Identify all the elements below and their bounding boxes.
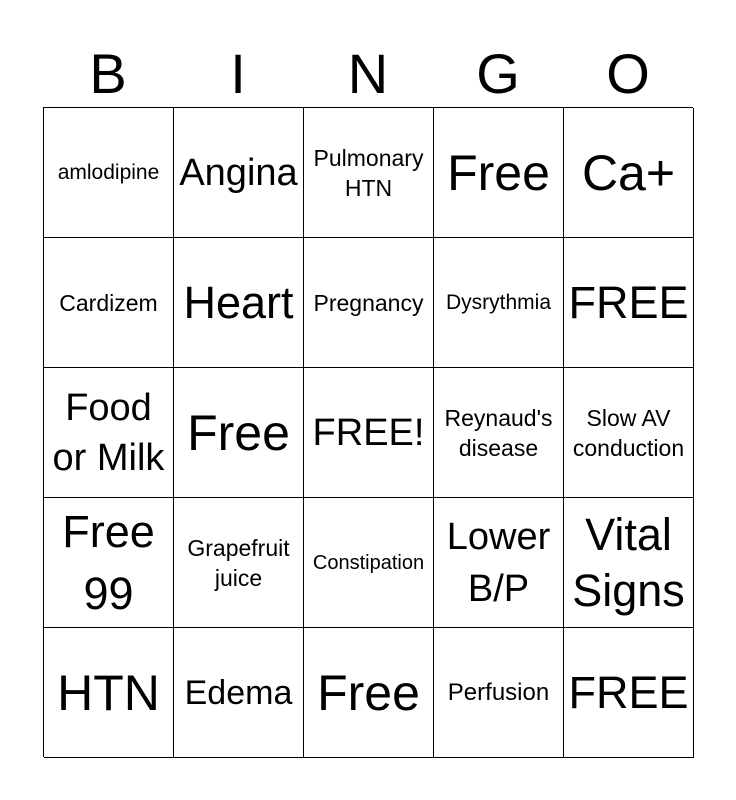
- bingo-grid: [43, 107, 693, 757]
- cell-text: Edema: [184, 673, 293, 712]
- cell-text: Free: [447, 144, 550, 201]
- bingo-cell[interactable]: [434, 498, 564, 628]
- cell-text: Food or Milk: [52, 386, 165, 479]
- bingo-cell[interactable]: [174, 238, 304, 368]
- cell-text: Angina: [179, 151, 298, 194]
- bingo-cell[interactable]: [434, 628, 564, 758]
- cell-text: Slow AV conduction: [572, 404, 685, 461]
- bingo-cell[interactable]: [44, 628, 174, 758]
- bingo-cell[interactable]: [434, 238, 564, 368]
- bingo-cell[interactable]: [564, 628, 694, 758]
- cell-text: FREE!: [312, 411, 425, 454]
- bingo-cell[interactable]: [174, 498, 304, 628]
- bingo-cell[interactable]: [304, 498, 434, 628]
- cell-text: amlodipine: [57, 160, 160, 184]
- header-letter-o: O: [606, 42, 650, 105]
- cell-text: Ca+: [581, 144, 676, 201]
- header-letter-n: N: [347, 42, 389, 105]
- cell-text: Dysrythmia: [445, 290, 551, 314]
- bingo-cell[interactable]: [304, 368, 434, 498]
- bingo-cell[interactable]: [174, 108, 304, 238]
- cell-text: Pregnancy: [313, 289, 424, 316]
- bingo-cell[interactable]: [564, 368, 694, 498]
- bingo-cell[interactable]: [304, 108, 434, 238]
- bingo-cell[interactable]: [564, 498, 694, 628]
- bingo-cell[interactable]: [564, 238, 694, 368]
- bingo-cell[interactable]: [434, 368, 564, 498]
- cell-text: HTN: [57, 664, 160, 721]
- cell-text: Pulmonary HTN: [313, 144, 424, 201]
- header-letter-g: G: [476, 42, 520, 105]
- cell-text: Cardizem: [59, 289, 158, 316]
- bingo-cell[interactable]: [564, 108, 694, 238]
- cell-text: FREE: [568, 666, 689, 718]
- cell-text: Heart: [183, 276, 294, 328]
- header-letter-b: B: [89, 42, 127, 105]
- cell-text: Reynaud's disease: [444, 404, 553, 461]
- cell-text: Lower B/P: [446, 515, 551, 610]
- bingo-cell[interactable]: [304, 238, 434, 368]
- cell-text: Grapefruit juice: [187, 534, 290, 591]
- bingo-cell[interactable]: [304, 628, 434, 758]
- cell-text: Free: [317, 664, 420, 721]
- bingo-cell[interactable]: [44, 238, 174, 368]
- cell-text: Constipation: [312, 551, 425, 574]
- bingo-header: [43, 42, 693, 106]
- cell-text: FREE: [568, 276, 689, 328]
- header-letter-i: I: [230, 42, 246, 105]
- cell-text: Vital Signs: [572, 508, 685, 616]
- bingo-cell[interactable]: [44, 368, 174, 498]
- cell-text: Free: [187, 404, 290, 461]
- cell-text: Free 99: [62, 505, 155, 619]
- bingo-cell[interactable]: [174, 628, 304, 758]
- cell-text: Perfusion: [447, 678, 550, 706]
- bingo-cell[interactable]: [174, 368, 304, 498]
- bingo-cell[interactable]: [44, 108, 174, 238]
- bingo-cell[interactable]: [434, 108, 564, 238]
- bingo-cell[interactable]: [44, 498, 174, 628]
